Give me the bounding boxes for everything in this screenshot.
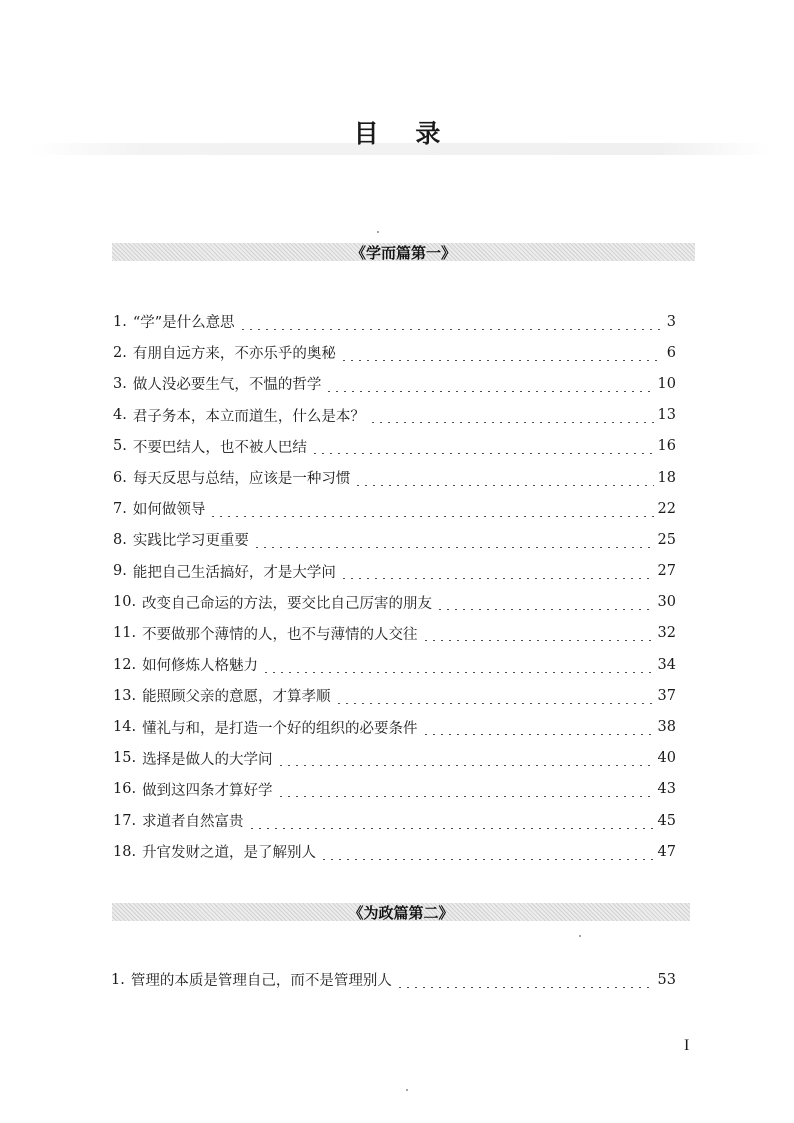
toc-entry-number: 7. — [113, 500, 127, 517]
toc-entry-title: 如何修炼人格魅力 — [142, 658, 259, 675]
toc-entry-page: 30 — [657, 594, 676, 611]
toc-entry-page: 16 — [657, 438, 676, 455]
toc-entry-title: 升官发财之道，是了解别人 — [142, 845, 317, 862]
toc-entry[interactable] — [113, 431, 676, 462]
toc-entry[interactable] — [113, 368, 676, 399]
section-heading-label: 《为政篇第二》 — [348, 903, 454, 922]
scan-speck — [579, 935, 581, 937]
toc-list-section-2 — [111, 964, 676, 995]
toc-entry-title: 求道者自然富贵 — [142, 814, 244, 831]
toc-entry-number: 15. — [113, 750, 137, 767]
toc-entry[interactable] — [113, 400, 676, 431]
toc-entry-number: 11. — [113, 625, 137, 642]
page-number: I — [684, 1037, 690, 1054]
toc-entry-title: 有朋自远方来，不亦乐乎的奥秘 — [132, 346, 336, 363]
dot-leader — [253, 532, 654, 548]
dot-leader — [436, 594, 653, 610]
toc-entry[interactable] — [113, 524, 676, 555]
toc-entry-title: 不要巴结人，也不被人巴结 — [132, 439, 307, 456]
toc-entry[interactable] — [113, 711, 676, 742]
toc-entry-number: 18. — [113, 843, 137, 860]
dot-leader — [320, 844, 653, 860]
toc-entry-page: 10 — [657, 375, 676, 392]
toc-entry[interactable] — [113, 306, 676, 337]
dot-leader — [239, 314, 662, 330]
toc-entry[interactable] — [113, 649, 676, 680]
dot-leader — [422, 719, 654, 735]
toc-entry-title: 懂礼与和，是打造一个好的组织的必要条件 — [142, 720, 418, 737]
dot-leader — [277, 781, 654, 797]
toc-entry-page: 6 — [666, 344, 676, 361]
toc-entry-page: 40 — [657, 750, 676, 767]
toc-entry-number: 13. — [113, 687, 137, 704]
dot-leader — [369, 407, 654, 423]
toc-entry-title: 君子务本，本立而道生，什么是本？ — [132, 408, 365, 425]
scan-speck — [406, 1089, 408, 1091]
toc-entry[interactable] — [113, 743, 676, 774]
toc-entry-title: 如何做领导 — [132, 502, 206, 519]
toc-entry[interactable] — [113, 618, 676, 649]
toc-entry[interactable] — [113, 587, 676, 618]
dot-leader — [340, 345, 662, 361]
dot-leader — [354, 470, 653, 486]
toc-entry-title: 每天反思与总结，应该是一种习惯 — [132, 471, 351, 488]
toc-list-section-1 — [113, 306, 676, 867]
toc-entry[interactable] — [111, 964, 676, 995]
toc-entry-number: 8. — [113, 531, 127, 548]
toc-entry-number: 6. — [113, 469, 127, 486]
toc-entry[interactable] — [113, 836, 676, 867]
dot-leader — [396, 972, 654, 988]
dot-leader — [325, 376, 653, 392]
toc-entry-title: 管理的本质是管理自己，而不是管理别人 — [130, 973, 392, 990]
section-heading-2 — [112, 903, 690, 921]
toc-entry-page: 3 — [666, 313, 676, 330]
section-heading-1 — [112, 243, 695, 261]
toc-entry-page: 25 — [657, 531, 676, 548]
dot-leader — [248, 813, 654, 829]
toc-entry[interactable] — [113, 774, 676, 805]
section-heading-label: 《学而篇第一》 — [350, 243, 456, 262]
toc-entry-title: 做到这四条才算好学 — [142, 782, 273, 799]
toc-entry-page: 53 — [657, 971, 676, 988]
toc-entry-title: 实践比学习更重要 — [132, 533, 249, 550]
toc-entry-page: 34 — [657, 656, 676, 673]
toc-entry[interactable] — [113, 462, 676, 493]
dot-leader — [422, 625, 654, 641]
toc-entry[interactable] — [113, 556, 676, 587]
toc-entry-title: 能把自己生活搞好，才是大学问 — [132, 564, 336, 581]
toc-entry-page: 37 — [657, 687, 676, 704]
toc-entry-number: 9. — [113, 563, 127, 580]
toc-entry-title: “学”是什么意思 — [132, 315, 235, 332]
toc-entry-title: 选择是做人的大学问 — [142, 751, 273, 768]
toc-entry-page: 43 — [657, 781, 676, 798]
toc-entry-title: 改变自己命运的方法，要交比自己厉害的朋友 — [142, 595, 433, 612]
toc-entry-page: 47 — [657, 843, 676, 860]
toc-entry-title: 能照顾父亲的意愿，才算孝顺 — [142, 689, 331, 706]
toc-entry-number: 1. — [113, 313, 127, 330]
toc-entry[interactable] — [113, 680, 676, 711]
toc-entry-page: 13 — [657, 407, 676, 424]
toc-entry-page: 45 — [657, 812, 676, 829]
toc-entry[interactable] — [113, 493, 676, 524]
scan-speck — [377, 231, 379, 233]
toc-entry-number: 14. — [113, 719, 137, 736]
toc-entry-title: 做人没必要生气，不愠的哲学 — [132, 377, 322, 394]
toc-entry-page: 18 — [657, 469, 676, 486]
toc-entry-number: 3. — [113, 375, 127, 392]
toc-entry-number: 4. — [113, 407, 127, 424]
dot-leader — [335, 688, 654, 704]
dot-leader — [340, 563, 654, 579]
page-title: 目 录 — [353, 119, 455, 148]
toc-entry-number: 1. — [111, 971, 125, 988]
toc-entry-number: 5. — [113, 438, 127, 455]
toc-entry-number: 17. — [113, 812, 137, 829]
toc-entry-number: 16. — [113, 781, 137, 798]
toc-entry-number: 10. — [113, 594, 137, 611]
dot-leader — [262, 657, 653, 673]
dot-leader — [311, 438, 654, 454]
toc-entry[interactable] — [113, 337, 676, 368]
toc-entry-number: 12. — [113, 656, 137, 673]
toc-entry-page: 38 — [657, 719, 676, 736]
toc-entry-title: 不要做那个薄情的人，也不与薄情的人交往 — [142, 626, 418, 643]
toc-entry[interactable] — [113, 805, 676, 836]
dot-leader — [209, 501, 653, 517]
toc-entry-number: 2. — [113, 344, 127, 361]
toc-entry-page: 32 — [657, 625, 676, 642]
toc-entry-page: 27 — [657, 563, 676, 580]
dot-leader — [277, 750, 654, 766]
toc-entry-page: 22 — [657, 500, 676, 517]
